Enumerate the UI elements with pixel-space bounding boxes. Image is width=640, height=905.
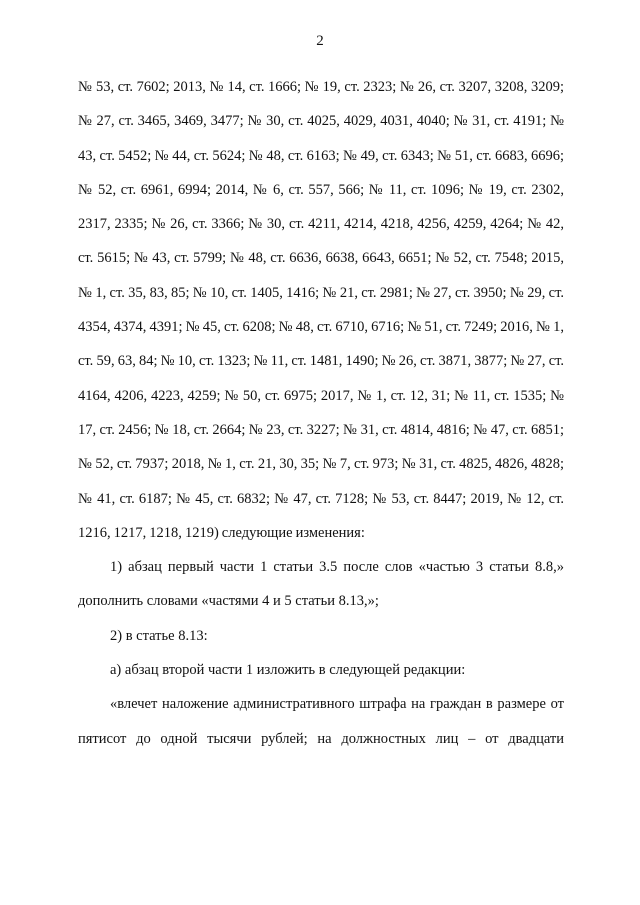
amendment-item-2: 2) в статье 8.13: (110, 627, 208, 644)
quoted-new-text: «влечет наложение административного штрафа на граждан в размере от пятисот до одной тысячи рублей; на должностных лиц – от двадцати (78, 696, 564, 747)
amendment-item-2a: а) абзац второй части 1 изложить в следующей редакции: (110, 662, 466, 679)
amendment-item-1: 1) абзац первый части 1 статьи 3.5 после слов «частью 3 статьи 8.8,» дополнить словами «частями 4 и 5 статьи 8.13,»; (78, 559, 564, 610)
document-body (78, 70, 564, 756)
references-paragraph: № 53, ст. 7602; 2013, № 14, ст. 1666; № 19, ст. 2323; № 26, ст. 3207, 3208, 3209; № 27, ст. 3465, 3469, 3477; № 30, ст. 4025, 4029, 4031, 4040; № 31, ст. 4191; № 43, ст. 5452; № 44, ст. 5624; № 48, ст. 6163; № 49, ст. 6343; № 51, ст. 6683, 6696; № 52, ст. 6961, 6994; 2014, № 6, ст. 557, 566; № 11, ст. 1096; № 19, ст. 2302, 2317, 2335; № 26, ст. 3366; № 30, ст. 4211, 4214, 4218, 4256, 4259, 4264; № 42, ст. 5615; № 43, ст. 5799; № 48, ст. 6636, 6638, 6643, 6651; № 52, ст. 7548; 2015, № 1, ст. 35, 83, 85; № 10, ст. 1405, 1416; № 21, ст. 2981; № 27, ст. 3950; № 29, ст. 4354, 4374, 4391; № 45, ст. 6208; № 48, ст. 6710, 6716; № 51, ст. 7249; 2016, № 1, ст. 59, 63, 84; № 10, ст. 1323; № 11, ст. 1481, 1490; № 26, ст. 3871, 3877; № 27, ст. 4164, 4206, 4223, 4259; № 50, ст. 6975; 2017, № 1, ст. 12, 31; № 11, ст. 1535; № 17, ст. 2456; № 18, ст. 2664; № 23, ст. 3227; № 31, ст. 4814, 4816; № 47, ст. 6851; № 52, ст. 7937; 2018, № 1, ст. 21, 30, 35; № 7, ст. 973; № 31, ст. 4825, 4826, 4828; № 41, ст. 6187; № 45, ст. 6832; № 47, ст. 7128; № 53, ст. 8447; 2019, № 12, ст. 1216, 1217, 1218, 1219) следующие изменения: (78, 79, 564, 541)
page-number: 2 (316, 33, 324, 49)
